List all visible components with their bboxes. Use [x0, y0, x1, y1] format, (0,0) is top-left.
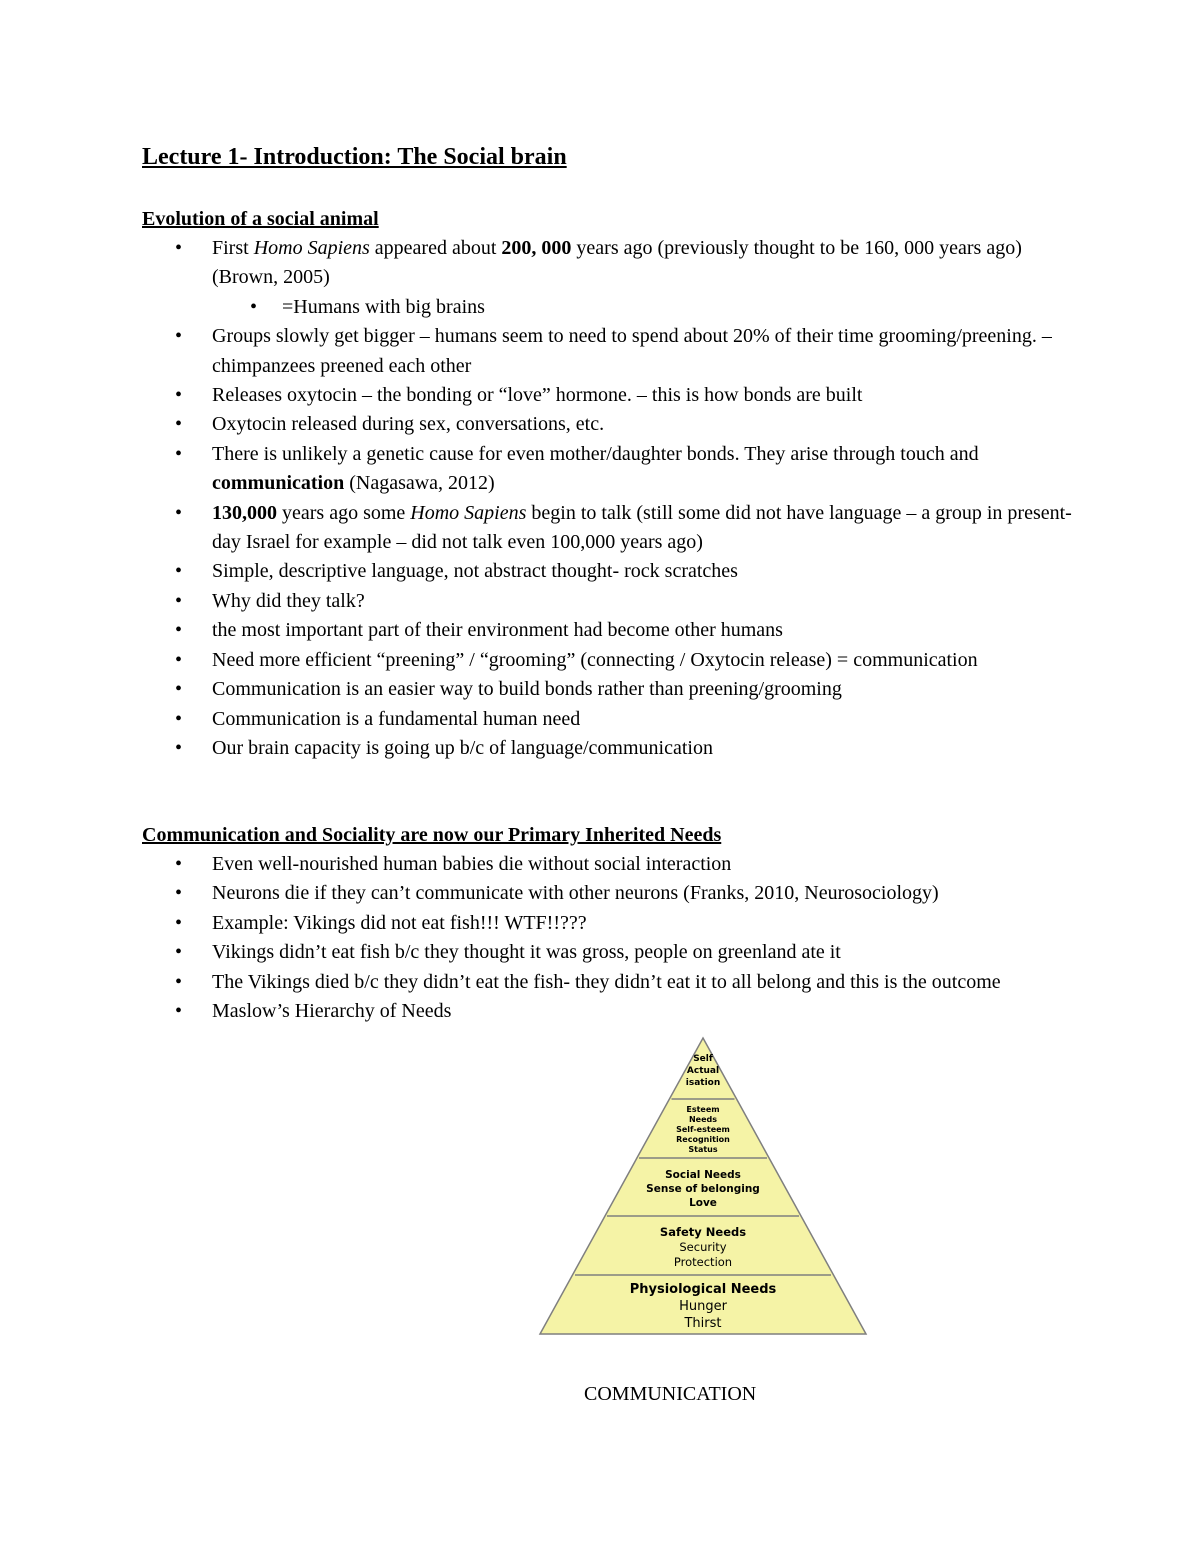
list-item: • Communication is an easier way to build bonds rather than preening/grooming: [142, 675, 1072, 704]
pyramid-label: Hunger: [679, 1299, 727, 1314]
list-item: • Simple, descriptive language, not abstract thought- rock scratches: [142, 557, 1072, 586]
maslow-pyramid-diagram: [537, 1036, 869, 1338]
list-item: • First Homo Sapiens appeared about 200, 000 years ago (previously thought to be 160, 000 years ago) (Brown, 2005): [142, 234, 1072, 293]
list-item: • The Vikings died b/c they didn’t eat the fish- they didn’t eat it to all belong and this is the outcome: [142, 968, 1072, 997]
bullet-list-communication: [142, 850, 1072, 1026]
pyramid-label: Sense of belonging: [646, 1183, 760, 1195]
pyramid-label: Needs: [688, 1115, 718, 1124]
pyramid-label: Esteem: [686, 1105, 720, 1114]
section-heading-evolution: Evolution of a social animal: [142, 208, 379, 230]
pyramid-label: Love: [689, 1197, 717, 1209]
pyramid-label: Recognition: [676, 1135, 730, 1144]
list-item: • the most important part of their environment had become other humans: [142, 616, 1072, 645]
list-item: • Example: Vikings did not eat fish!!! WTF!!???: [142, 909, 1072, 938]
list-item: • Groups slowly get bigger – humans seem to need to spend about 20% of their time grooming/preening. – chimpanzees preened each other: [142, 322, 1072, 381]
page-title: Lecture 1- Introduction: The Social brain: [142, 144, 567, 170]
list-item: • 130,000 years ago some Homo Sapiens begin to talk (still some did not have language – a group in present-day Israel for example – did not talk even 100,000 years ago): [142, 499, 1072, 558]
list-item: • Why did they talk?: [142, 587, 1072, 616]
list-item: • Neurons die if they can’t communicate with other neurons (Franks, 2010, Neurosociology): [142, 879, 1072, 908]
list-item: • Releases oxytocin – the bonding or “love” hormone. – this is how bonds are built: [142, 381, 1072, 410]
list-item: • Need more efficient “preening” / “grooming” (connecting / Oxytocin release) = communication: [142, 646, 1072, 675]
list-item: • Even well-nourished human babies die without social interaction: [142, 850, 1072, 879]
pyramid-label: Self-esteem: [676, 1125, 730, 1134]
pyramid-label: isation: [685, 1078, 721, 1088]
pyramid-label: Thirst: [684, 1316, 722, 1331]
list-item: • Maslow’s Hierarchy of Needs: [142, 997, 1072, 1026]
pyramid-label: Security: [679, 1240, 727, 1254]
list-item: • Vikings didn’t eat fish b/c they thought it was gross, people on greenland ate it: [142, 938, 1072, 967]
list-item: • Communication is a fundamental human need: [142, 705, 1072, 734]
pyramid-label: Physiological Needs: [629, 1282, 777, 1297]
sub-list-item: • =Humans with big brains: [142, 293, 1072, 322]
pyramid-label: Actual: [686, 1066, 720, 1076]
bullet-list-evolution: [142, 234, 1072, 763]
pyramid-label: Social Needs: [665, 1169, 741, 1181]
pyramid-caption: COMMUNICATION: [584, 1383, 757, 1405]
pyramid-label: Status: [688, 1145, 718, 1154]
pyramid-label: Self: [693, 1054, 713, 1064]
section-heading-communication: Communication and Sociality are now our Primary Inherited Needs: [142, 824, 722, 846]
list-item: • Oxytocin released during sex, conversations, etc.: [142, 410, 1072, 439]
list-item: • Our brain capacity is going up b/c of language/communication: [142, 734, 1072, 763]
pyramid-label: Safety Needs: [659, 1225, 747, 1239]
pyramid-label: Protection: [673, 1255, 733, 1269]
list-item: • There is unlikely a genetic cause for even mother/daughter bonds. They arise through touch and communication (Nagasawa, 2012): [142, 440, 1072, 499]
